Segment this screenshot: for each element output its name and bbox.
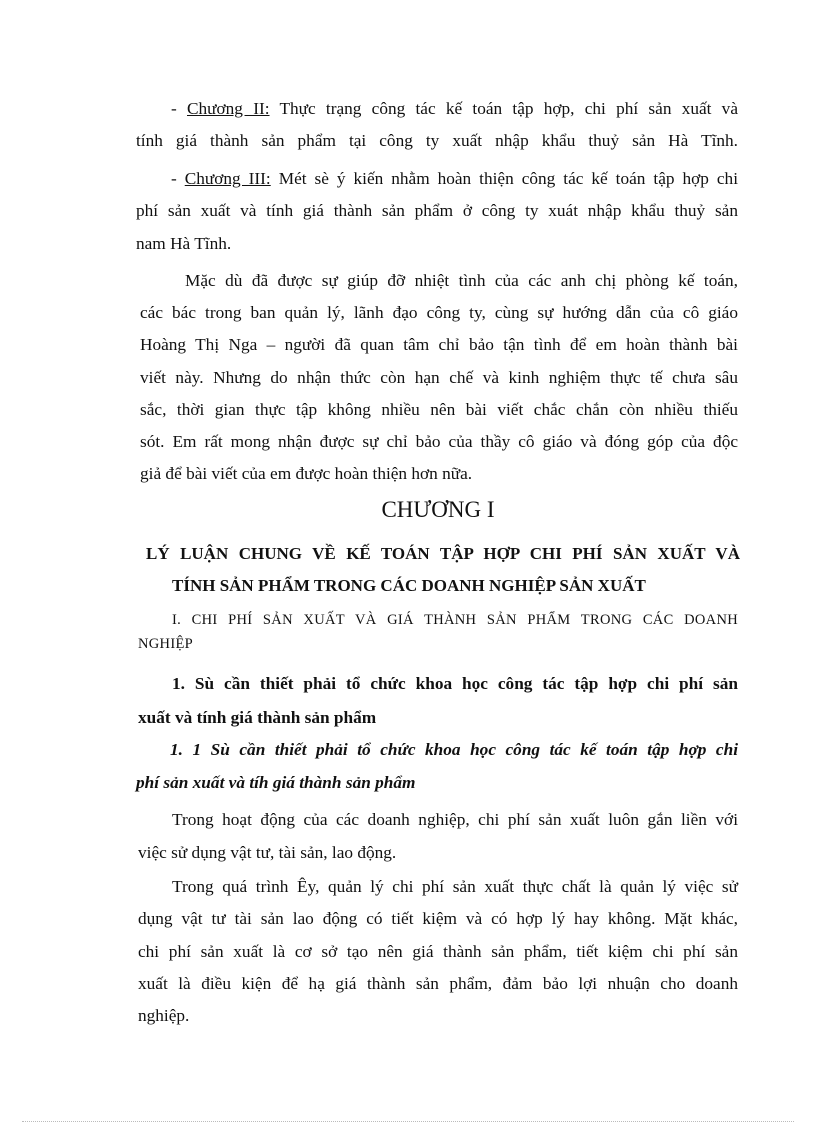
text-line: giả để bài viết của em được hoàn thiện hơn nữa.	[140, 464, 473, 484]
text-line: phí sản xuất và tính giá thành sản phẩm ở công ty xuát nhập khẩu thuỷ sản	[136, 201, 738, 221]
text-line: NGHIỆP	[138, 636, 193, 652]
text-line: TÍNH SẢN PHẨM TRONG CÁC DOANH NGHIỆP SẢN XUẤT	[172, 576, 646, 595]
text-line: viết này. Nhưng do nhận thức còn hạn chế và kinh nghiệm thực tế chưa sâu	[140, 367, 738, 387]
section-1-heading	[138, 667, 738, 735]
text-line: phí sản xuất và tíh giá thành sản phẩm	[136, 773, 416, 792]
text-line: nghiệp.	[138, 1006, 190, 1026]
chapter-2-summary	[136, 93, 738, 158]
text-line: sắc, thời gian thực tập không nhiều nên bài viết chắc chắn còn nhiều thiếu	[140, 399, 738, 419]
text-line: 1. Sù cần thiết phải tổ chức khoa học công tác tập hợp chi phí sản	[172, 674, 738, 693]
text-line: dụng vật tư tài sản lao động có tiết kiệm và có hợp lý hay không. Mặt khác,	[138, 909, 738, 929]
text-line: Trong quá trình Êy, quản lý chi phí sản xuất thực chất là quản lý việc sử	[172, 877, 738, 896]
chapter-3-summary	[136, 163, 738, 260]
text-line: LÝ LUẬN CHUNG VỀ KẾ TOÁN TẬP HỢP CHI PHÍ SẢN XUẤT VÀ	[146, 544, 740, 563]
text-line: việc sử dụng vật tư, tài sản, lao động.	[138, 842, 397, 862]
text-line: tính giá thành sản phẩm tại công ty xuất nhập khẩu thuỷ sản Hà Tĩnh.	[136, 131, 738, 151]
text-line: xuất và tính giá thành sản phẩm	[138, 708, 377, 727]
text-line: chi phí sản xuất là cơ sở tạo nên giá thành sản phẩm, tiết kiệm chi phí sản	[138, 941, 738, 961]
text-line: I. CHI PHÍ SẢN XUẤT VÀ GIÁ THÀNH SẢN PHẨM TRONG CÁC DOANH	[172, 612, 738, 628]
text-line: các bác trong ban quản lý, lãnh đạo công ty, cùng sự hướng dẫn của cô giáo	[140, 303, 738, 323]
page-bottom-divider	[22, 1121, 794, 1122]
chapter-3-label: Chương III:	[184, 169, 271, 188]
acknowledgement-paragraph	[140, 265, 738, 490]
text-line: Trong hoạt động của các doanh nghiệp, chi phí sản xuất luôn gắn liền với	[172, 810, 738, 829]
body-paragraph-2	[138, 871, 738, 1032]
chapter-title: CHƯƠNG I	[381, 497, 495, 522]
chapter-subtitle	[146, 538, 740, 602]
text-line: Hoàng Thị Nga – người đã quan tâm chỉ bảo tận tình để em hoàn thành bài	[140, 335, 738, 355]
text-line: nam Hà Tĩnh.	[136, 233, 232, 253]
body-paragraph-1	[138, 804, 738, 869]
section-i-heading	[138, 608, 738, 656]
text-line: Mặc dù đã được sự giúp đỡ nhiệt tình của các anh chị phòng kế toán,	[185, 271, 738, 290]
text-line: sót. Em rất mong nhận được sự chỉ bảo của thầy cô giáo và đóng góp của độc	[140, 432, 738, 452]
chapter-2-label: Chương II:	[187, 99, 270, 118]
text-line: - Chương III: Mét sè ý kiến nhằm hoàn thiện công tác kế toán tập hợp chi	[171, 169, 738, 188]
section-1-1-heading	[136, 733, 738, 799]
text-line: - Chương II: Thực trạng công tác kế toán tập hợp, chi phí sản xuất và	[171, 99, 738, 118]
text-line: xuất là điều kiện để hạ giá thành sản phẩm, đảm bảo lợi nhuận cho doanh	[138, 973, 738, 993]
text-line: 1. 1 Sù cần thiết phải tổ chức khoa học công tác kế toán tập hợp chi	[170, 740, 738, 759]
